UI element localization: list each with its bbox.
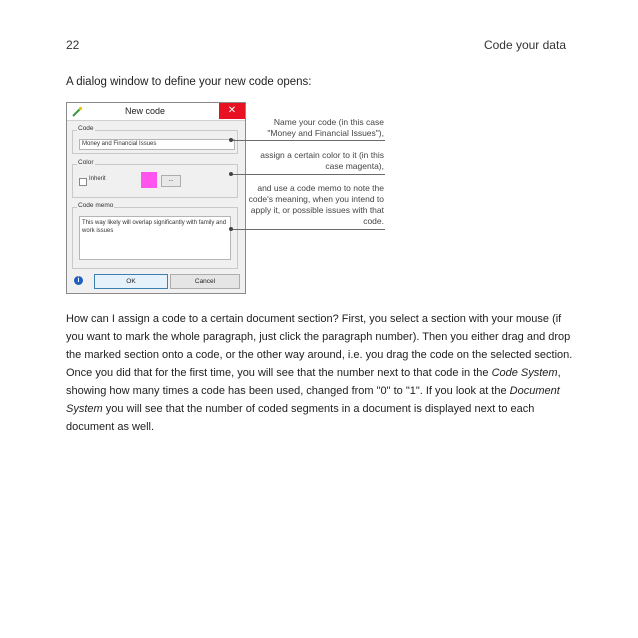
- code-name-input[interactable]: Money and Financial Issues: [79, 139, 235, 150]
- inherit-label: Inherit: [89, 176, 106, 182]
- callout-line-2: [231, 174, 385, 175]
- intro-text: A dialog window to define your new code opens:: [66, 76, 312, 88]
- code-memo-textarea[interactable]: This way likely will overlap significantly with family and work issues: [79, 216, 231, 260]
- annotation-memo: and use a code memo to note the code's meaning, when you intend to apply it, or possible issues with that code.: [248, 183, 384, 226]
- body-paragraph: [66, 310, 574, 436]
- close-button[interactable]: ✕: [219, 103, 245, 119]
- color-group: [72, 159, 238, 198]
- color-group-label: Color: [78, 159, 94, 166]
- running-header: Code your data: [483, 38, 566, 52]
- callout-dot-2: [229, 172, 233, 176]
- body-text-part-2: , showing how many times a code has been used, changed from "0" to "1". If you look at the: [66, 367, 561, 397]
- callout-dot-3: [229, 227, 233, 231]
- new-code-dialog: [66, 102, 246, 294]
- annotation-name-code: Name your code (in this case "Money and Financial Issues"),: [267, 117, 384, 138]
- info-icon[interactable]: i: [74, 276, 83, 285]
- new-code-icon: [71, 105, 83, 117]
- memo-group-label: Code memo: [78, 202, 114, 209]
- annotation-color: assign a certain color to it (in this case magenta),: [260, 150, 384, 171]
- callout-line-1: [231, 140, 385, 141]
- code-group: [72, 125, 238, 154]
- body-text-part-3: you will see that the number of coded segments in a document is displayed next to each document as well.: [66, 403, 535, 433]
- choose-color-button[interactable]: ...: [161, 175, 181, 187]
- memo-group: [72, 202, 238, 269]
- document-system-term: Document System: [66, 385, 560, 415]
- cancel-button[interactable]: Cancel: [170, 274, 240, 289]
- callout-line-3: [231, 229, 385, 230]
- ok-button[interactable]: OK: [94, 274, 168, 289]
- page-number: 22: [66, 38, 80, 52]
- dialog-titlebar: [67, 103, 245, 121]
- dialog-title: New code: [125, 106, 166, 116]
- callout-dot-1: [229, 138, 233, 142]
- code-system-term: Code System: [491, 367, 558, 379]
- inherit-checkbox[interactable]: [79, 178, 87, 186]
- body-text-part-1: How can I assign a code to a certain document section? First, you select a section with your mouse (if you want to mark the whole paragraph, just click the paragraph number). Then you either drag and drop the marked section onto a code, or the other way around, i.e. you drag the code on the selected section. Once you did that for the first time, you will see that the number next to that code in the: [66, 313, 573, 379]
- code-group-label: Code: [78, 125, 94, 132]
- color-swatch[interactable]: [141, 172, 157, 188]
